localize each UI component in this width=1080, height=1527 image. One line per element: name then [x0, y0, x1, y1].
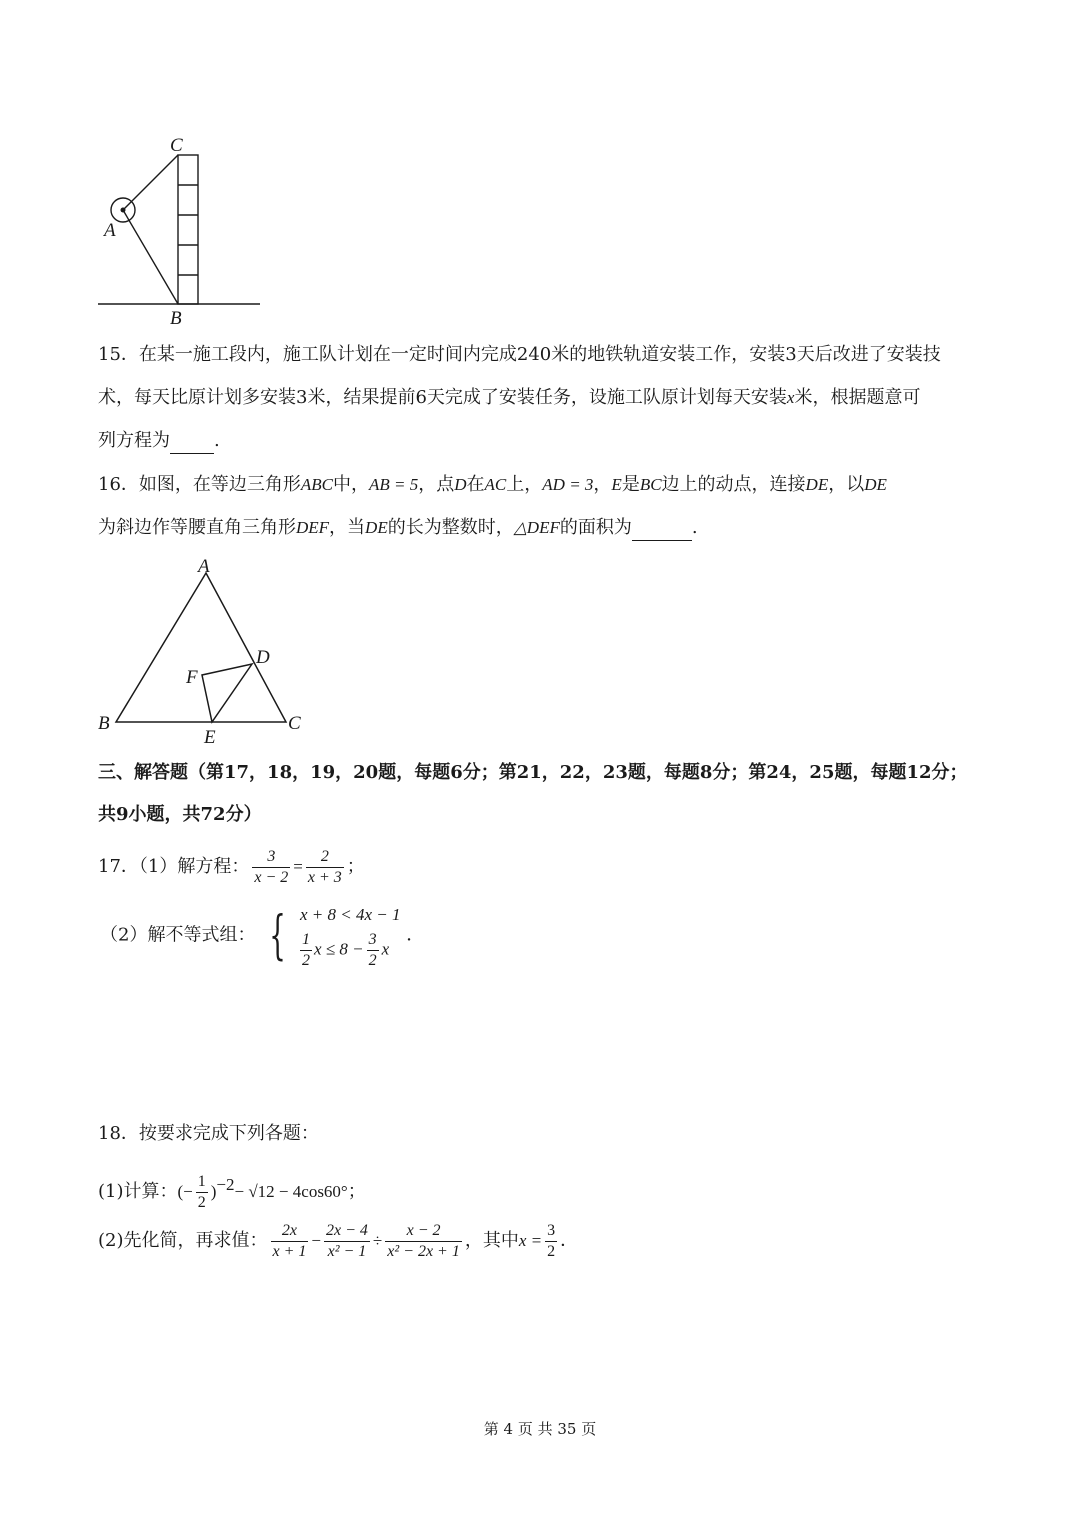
figure-q16 — [90, 555, 320, 750]
q15-line3: 列方程为 . — [98, 428, 220, 454]
section3-heading: 三、解答题（第17，18，19，20题，每题6分；第21，22，23题，每题8分；第24，25题，每题12分； — [98, 762, 968, 783]
label-b: B — [98, 713, 110, 734]
answer-blank-q16[interactable] — [632, 522, 692, 541]
label-c: C — [288, 713, 301, 734]
inequality-system: x + 8 < 4x − 1 $\frac{1}{2}$ x ≤ 8 − $\frac{3}{2}$ x — [300, 905, 401, 969]
q17-part2: （2）解不等式组： { x + 8 < 4x − 1 $\frac{1}{2}$ x ≤ 8 − $\frac{3}{2}$ x ． — [100, 900, 424, 971]
q18-part2: (2)先化简，再求值： $\frac{2x}{x + 1}$ − $\frac{2x - 4}{\text{x² − 1}}$ ÷ $\frac{x - 2}{\text{x² − 2x + 1}}$ ，其中x = $\frac{3}{2}$ ． — [98, 1221, 579, 1260]
label-b: B — [170, 308, 182, 329]
q18-part1: (1)计算：(− $\frac{1}{2}$ )$^{-2}$− √12 − 4cos60°； — [98, 1172, 366, 1211]
section3-heading-line2: 共9小题，共72分） — [98, 804, 262, 825]
q16-line1: 16．如图，在等边三角形ABC中，AB = 5，点D在AC上，AD = 3，E是BC边上的动点，连接DE，以DE — [98, 474, 887, 495]
q15-line2: 术，每天比原计划多安装3米，结果提前6天完成了安装任务，设施工队原计划每天安装x米，根据题意可 — [98, 387, 921, 408]
brace: { — [269, 905, 287, 966]
page-footer: 第 4 页 共 35 页 — [483, 1420, 597, 1438]
label-d: D — [256, 647, 270, 668]
variable-x: x — [786, 388, 795, 407]
label-f: F — [186, 667, 198, 688]
label-a: A — [104, 220, 116, 241]
q17-part1: 17．（1）解方程： $\frac{3}{x - 2}$ = $\frac{2}{x + 3}$ ； — [98, 847, 365, 886]
q15-line1: 15．在某一施工段内，施工队计划在一定时间内完成240米的地铁轨道安装工作，安装3天后改进了安装技 — [98, 344, 941, 365]
q16-line2: 为斜边作等腰直角三角形DEF，当DE的长为整数时，△DEF的面积为 . — [98, 515, 698, 541]
label-c: C — [170, 135, 183, 156]
label-e: E — [204, 727, 216, 748]
label-a: A — [198, 556, 210, 577]
figure-q14 — [90, 130, 270, 330]
q18-title: 18．按要求完成下列各题： — [98, 1123, 319, 1144]
answer-blank-q15[interactable] — [170, 435, 214, 454]
